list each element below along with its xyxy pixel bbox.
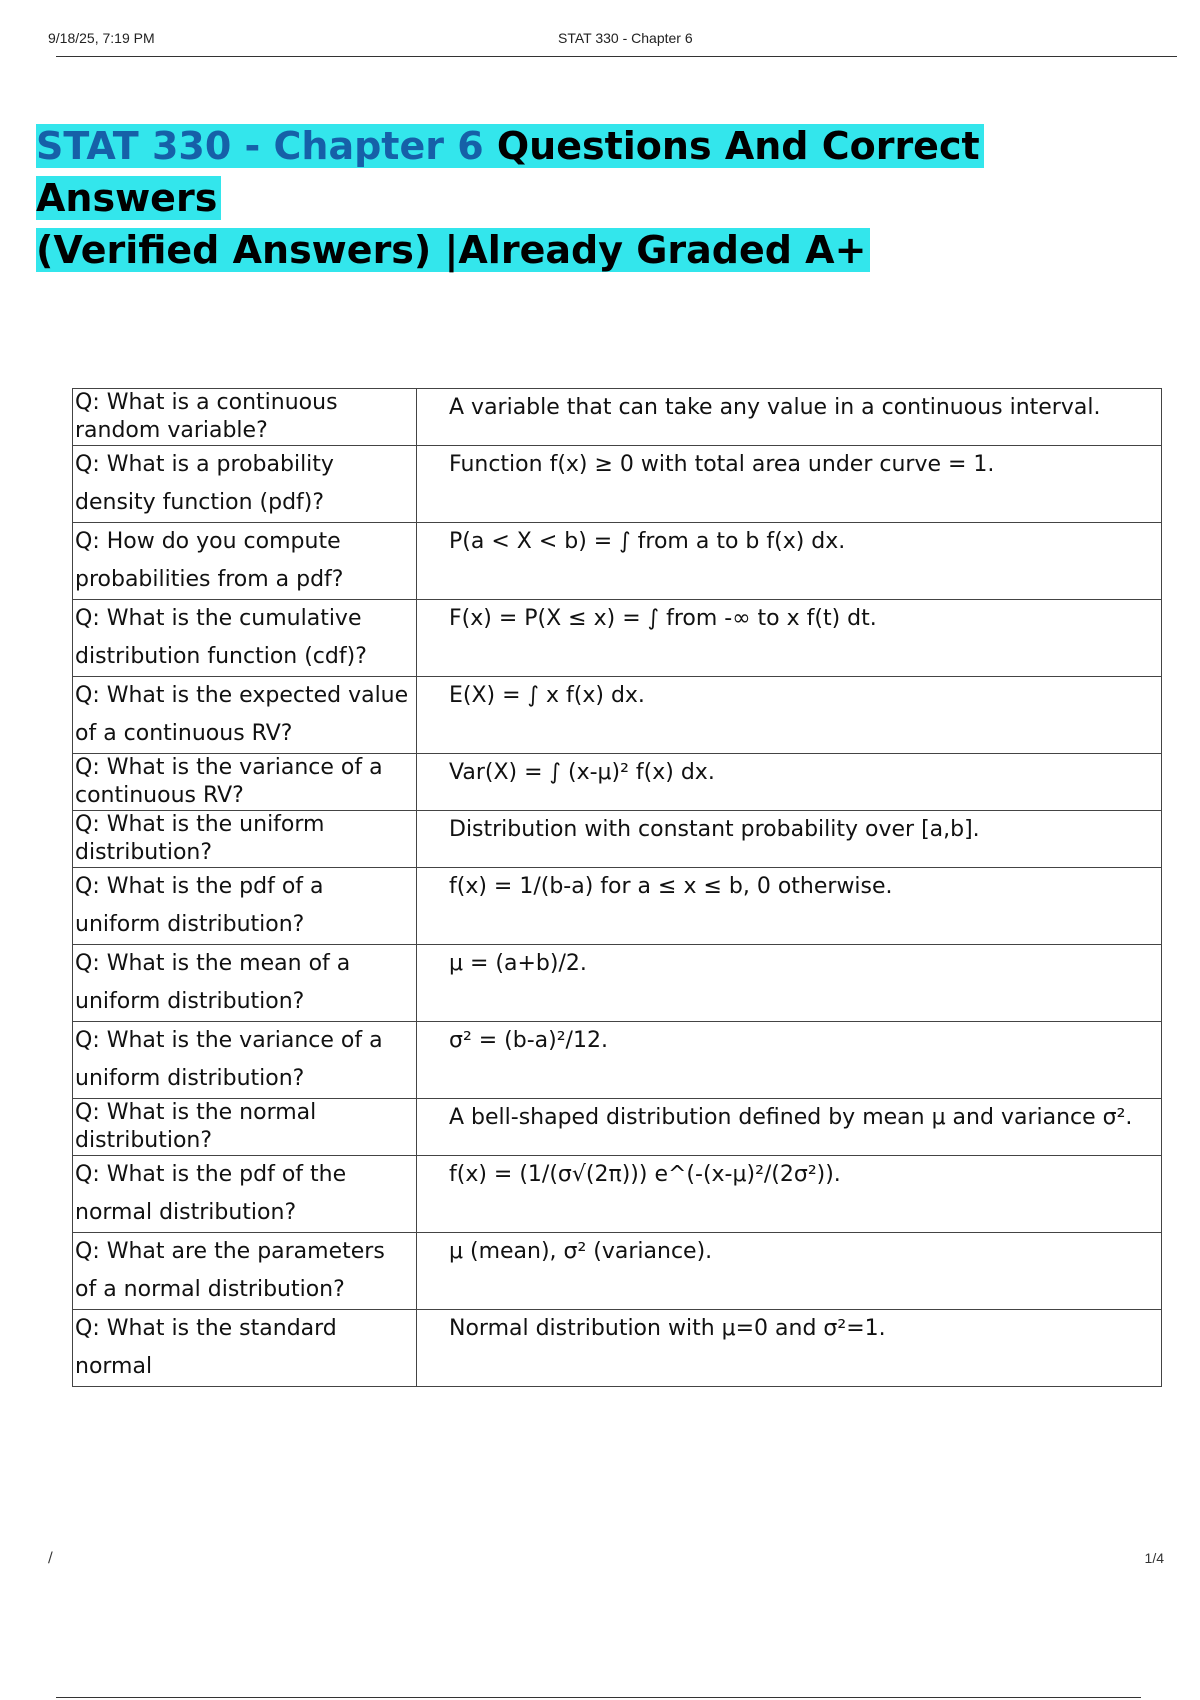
answer-cell: P(a < X < b) = ∫ from a to b f(x) dx. <box>417 523 1162 600</box>
question-cell: Q: What is the expected value of a continuous RV? <box>73 677 417 754</box>
table-row <box>73 600 1162 677</box>
table-row <box>73 677 1162 754</box>
question-cell: Q: What is the variance of a continuous RV? <box>73 754 417 811</box>
title-rest-line2: (Verified Answers) |Already Graded A+ <box>36 228 867 272</box>
header-divider <box>56 56 1177 57</box>
qa-table <box>72 388 1162 1387</box>
answer-cell: f(x) = 1/(b-a) for a ≤ x ≤ b, 0 otherwise. <box>417 868 1162 945</box>
question-cell: Q: What is the pdf of the normal distribution? <box>73 1156 417 1233</box>
question-cell: Q: What is a continuous random variable? <box>73 389 417 446</box>
answer-cell: A variable that can take any value in a continuous interval. <box>417 389 1162 446</box>
table-row <box>73 1022 1162 1099</box>
answer-cell: F(x) = P(X ≤ x) = ∫ from -∞ to x f(t) dt. <box>417 600 1162 677</box>
title-rest-line1: Questions And Correct Answers <box>36 124 980 220</box>
question-cell: Q: What is a probability density function (pdf)? <box>73 446 417 523</box>
answer-cell: σ² = (b-a)²/12. <box>417 1022 1162 1099</box>
question-cell: Q: How do you compute probabilities from a pdf? <box>73 523 417 600</box>
table-row <box>73 945 1162 1022</box>
table-row <box>73 446 1162 523</box>
question-cell: Q: What is the cumulative distribution function (cdf)? <box>73 600 417 677</box>
answer-cell: A bell-shaped distribution defined by mean μ and variance σ². <box>417 1099 1162 1156</box>
title-course: STAT 330 - Chapter 6 <box>36 124 484 168</box>
question-cell: Q: What is the standard normal <box>73 1310 417 1387</box>
header-doc-name: STAT 330 - Chapter 6 <box>558 30 693 46</box>
answer-cell: Function f(x) ≥ 0 with total area under curve = 1. <box>417 446 1162 523</box>
table-row <box>73 1233 1162 1310</box>
question-cell: Q: What is the normal distribution? <box>73 1099 417 1156</box>
question-cell: Q: What is the pdf of a uniform distribution? <box>73 868 417 945</box>
question-cell: Q: What is the variance of a uniform distribution? <box>73 1022 417 1099</box>
table-row <box>73 868 1162 945</box>
answer-cell: Normal distribution with μ=0 and σ²=1. <box>417 1310 1162 1387</box>
header-datetime: 9/18/25, 7:19 PM <box>48 30 155 46</box>
answer-cell: μ (mean), σ² (variance). <box>417 1233 1162 1310</box>
table-row <box>73 389 1162 446</box>
answer-cell: Var(X) = ∫ (x-μ)² f(x) dx. <box>417 754 1162 811</box>
table-row <box>73 811 1162 868</box>
answer-cell: μ = (a+b)/2. <box>417 945 1162 1022</box>
question-cell: Q: What are the parameters of a normal distribution? <box>73 1233 417 1310</box>
table-row <box>73 523 1162 600</box>
answer-cell: E(X) = ∫ x f(x) dx. <box>417 677 1162 754</box>
table-row <box>73 754 1162 811</box>
page-number: 1/4 <box>1144 1550 1164 1566</box>
table-row <box>73 1310 1162 1387</box>
question-cell: Q: What is the mean of a uniform distribution? <box>73 945 417 1022</box>
table-row <box>73 1156 1162 1233</box>
footer-divider <box>56 1697 1141 1698</box>
table-row <box>73 1099 1162 1156</box>
document-title <box>36 120 1136 276</box>
answer-cell: Distribution with constant probability over [a,b]. <box>417 811 1162 868</box>
footer-mark: / <box>48 1550 53 1566</box>
answer-cell: f(x) = (1/(σ√(2π))) e^(-(x-μ)²/(2σ²)). <box>417 1156 1162 1233</box>
question-cell: Q: What is the uniform distribution? <box>73 811 417 868</box>
